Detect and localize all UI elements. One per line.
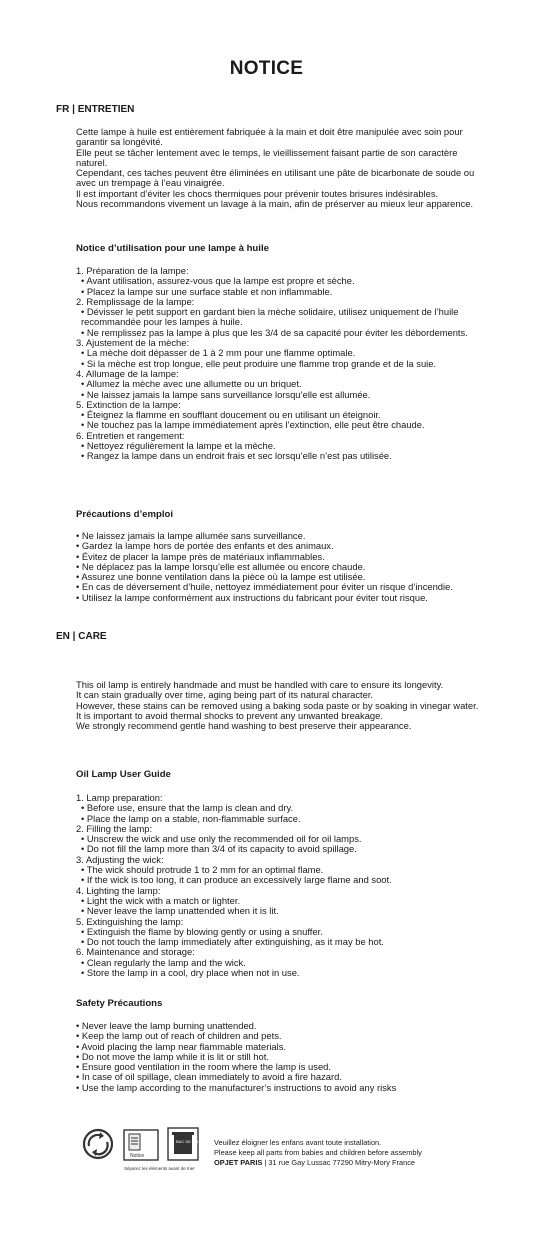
en-guide-item: 5. Extinguishing the lamp: xyxy=(76,915,184,927)
fr-precaution-item: • Ne déplacez pas la lampe lorsqu’elle est allumée ou encore chaude. xyxy=(76,560,366,572)
en-guide-list xyxy=(76,793,486,978)
fr-guide-item: • Rangez la lampe dans un endroit frais et sec lorsqu’elle n’est pas utilisée. xyxy=(81,450,392,462)
fr-precautions-list xyxy=(76,531,486,603)
footer-line-en: Please keep all parts from babies and children before assembly xyxy=(214,1148,422,1157)
fr-guide-item: 3. Ajustement de la mèche: xyxy=(76,337,190,349)
fr-intro xyxy=(76,127,486,209)
fr-lang-code: FR xyxy=(56,104,70,115)
recycling-bin-icon xyxy=(168,1128,198,1160)
en-precaution-item: • Avoid placing the lamp near flammable materials. xyxy=(76,1040,286,1052)
en-guide-item: • Unscrew the wick and use only the recommended oil for oil lamps. xyxy=(81,833,362,845)
en-guide-item: • Light the wick with a match or lighter. xyxy=(81,894,241,906)
en-guide-item: • The wick should protrude 1 to 2 mm for an optimal flame. xyxy=(81,864,324,876)
fr-guide-item: 1. Préparation de la lampe: xyxy=(76,265,189,276)
fr-guide-item: • Ne laissez jamais la lampe sans surveillance lorsqu’elle est allumée. xyxy=(81,388,371,400)
en-intro-line: However, these stains can be removed using a baking soda paste or by soaking in vinegar water. xyxy=(76,699,479,711)
fr-guide-item: • Allumez la mèche avec une allumette ou un briquet. xyxy=(81,378,302,390)
footer-line-fr: Veuillez éloigner les enfans avant toute installation. xyxy=(214,1138,382,1147)
en-guide-item: 4. Lighting the lamp: xyxy=(76,884,161,896)
fr-precaution-item: • Gardez la lampe hors de portée des enfants et des animaux. xyxy=(76,540,334,552)
fr-intro-line: Cette lampe à huile est entièrement fabriquée à la main et doit être manipulée avec soin pour garantir sa longévité. xyxy=(76,126,463,148)
fr-precaution-item: • Évitez de placer la lampe près de matériaux inflammables. xyxy=(76,550,325,562)
en-section-title: CARE xyxy=(78,631,107,642)
logo-caption: Séparez les éléments avant de trier xyxy=(124,1166,195,1171)
fr-guide-item: • Ne touchez pas la lampe immédiatement après l’extinction, elle peut être chaude. xyxy=(81,419,425,431)
triman-recycle-icon xyxy=(84,1130,112,1158)
fr-section-title: ENTRETIEN xyxy=(77,104,135,115)
en-intro-line: We strongly recommend gentle hand washing to best preserve their appearance. xyxy=(76,720,412,732)
fr-guide-item: • Éteignez la flamme en soufflant doucement ou en utilisant un éteignoir. xyxy=(81,409,381,421)
fr-guide-item: • Avant utilisation, assurez-vous que la lampe est propre et sèche. xyxy=(81,275,355,287)
en-guide-item: 6. Maintenance and storage: xyxy=(76,946,195,958)
en-guide-item: • Place the lamp on a stable, non-flammable surface. xyxy=(81,812,301,824)
fr-precaution-item: • En cas de déversement d’huile, nettoyez immédiatement pour éviter un risque d’incendie. xyxy=(76,581,453,593)
fr-guide-item: 5. Extinction de la lampe: xyxy=(76,398,181,410)
fr-guide-item: 6. Entretien et rangement: xyxy=(76,429,185,441)
fr-guide-item: • Placez la lampe sur une surface stable et non inflammable. xyxy=(81,285,333,297)
en-precaution-item: • In case of oil spillage, clean immediately to avoid a fire hazard. xyxy=(76,1071,342,1083)
en-guide-item: • Never leave the lamp unattended when it is lit. xyxy=(81,905,279,917)
en-guide-item: 1. Lamp preparation: xyxy=(76,792,163,803)
en-lang-code: EN xyxy=(56,631,70,642)
fr-guide-item: 2. Remplissage de la lampe: xyxy=(76,295,195,307)
en-section-header: EN | CARE xyxy=(56,631,107,642)
fr-guide-item: • Dévisser le petit support en gardant bien la mèche solidaire, utilisez uniquement de l’huile recommandée pour les lampes à huile. xyxy=(81,306,459,328)
en-precautions-list xyxy=(76,1021,486,1093)
footer-text xyxy=(214,1138,422,1168)
en-guide-item: • Extinguish the flame by blowing gently or using a snuffer. xyxy=(81,925,323,937)
en-intro-line: It is important to avoid thermal shocks to prevent any unwanted breakage. xyxy=(76,709,383,721)
en-intro-line: It can stain gradually over time, aging being part of its natural character. xyxy=(76,689,374,701)
en-intro xyxy=(76,680,486,731)
en-guide-title: Oil Lamp User Guide xyxy=(76,769,171,780)
fr-intro-line: Elle peut se tâcher lentement avec le temps, le vieillissement faisant partie de son caractère naturel. xyxy=(76,146,458,168)
fr-guide-item: • Ne remplissez pas la lampe à plus que les 3/4 de sa capacité pour éviter les débordements. xyxy=(81,326,468,338)
fr-precautions-title: Précautions d’emploi xyxy=(76,509,174,520)
fr-guide-title: Notice d’utilisation pour une lampe à huile xyxy=(76,243,269,254)
fr-intro-line: Cependant, ces taches peuvent être éliminées en utilisant une pâte de bicarbonate de soude ou avec un trempage à l’eau vinaigrée. xyxy=(76,167,475,189)
en-precaution-item: • Use the lamp according to the manufacturer’s instructions to avoid any risks xyxy=(76,1081,397,1093)
en-guide-item: • Store the lamp in a cool, dry place when not in use. xyxy=(81,967,300,979)
en-guide-item: • Before use, ensure that the lamp is clean and dry. xyxy=(81,802,294,814)
en-precaution-item: • Keep the lamp out of reach of children and pets. xyxy=(76,1030,282,1042)
fr-guide-list xyxy=(76,266,486,462)
fr-guide-item: • La mèche doit dépasser de 1 à 2 mm pour une flamme optimale. xyxy=(81,347,356,359)
fr-intro-line: Il est important d’éviter les chocs thermiques pour prévenir toutes brisures indésirables. xyxy=(76,187,439,199)
en-intro-line: This oil lamp is entirely handmade and must be handled with care to ensure its longevity. xyxy=(76,679,444,690)
page-title: NOTICE xyxy=(229,58,304,79)
en-guide-item: • If the wick is too long, it can produce an excessively large flame and soot. xyxy=(81,874,392,886)
en-guide-item: • Clean regularly the lamp and the wick. xyxy=(81,956,246,968)
bin-logo-label: BAC DE TRI xyxy=(176,1139,199,1144)
en-precaution-item: • Ensure good ventilation in the room where the lamp is used. xyxy=(76,1061,331,1073)
fr-guide-item: 4. Allumage de la lampe: xyxy=(76,367,179,379)
footer-address xyxy=(214,1158,422,1168)
fr-intro-line: Nous recommandons vivement un lavage à la main, afin de préserver au mieux leur apparence. xyxy=(76,198,474,210)
en-guide-item: • Do not touch the lamp immediately after extinguishing, as it may be hot. xyxy=(81,936,384,948)
fr-guide-item: • Nettoyez régulièrement la lampe et la mèche. xyxy=(81,440,276,452)
fr-precaution-item: • Ne laissez jamais la lampe allumée sans surveillance. xyxy=(76,530,306,541)
fr-precaution-item: • Utilisez la lampe conformément aux instructions du fabricant pour éviter tout risque. xyxy=(76,591,428,603)
en-guide-item: 3. Adjusting the wick: xyxy=(76,853,164,865)
fr-guide-item: • Si la mèche est trop longue, elle peut produire une flamme trop grande et de la suie. xyxy=(81,357,437,369)
en-precaution-item: • Never leave the lamp burning unattended. xyxy=(76,1020,257,1031)
footer-address-text: | 31 rue Gay Lussac 77290 Mitry-Mory France xyxy=(262,1158,415,1167)
notice-paper-icon xyxy=(124,1130,158,1160)
fr-section-header: FR | ENTRETIEN xyxy=(56,104,135,115)
fr-precaution-item: • Assurez une bonne ventilation dans la pièce où la lampe est utilisée. xyxy=(76,571,366,583)
en-guide-item: • Do not fill the lamp more than 3/4 of its capacity to avoid spillage. xyxy=(81,843,357,855)
en-precautions-title: Safety Précautions xyxy=(76,998,163,1009)
en-guide-item: 2. Filling the lamp: xyxy=(76,822,153,834)
footer-brand: OPJET PARIS xyxy=(214,1158,263,1167)
en-precaution-item: • Do not move the lamp while it is lit or still hot. xyxy=(76,1050,269,1062)
notice-logo-label: Notice xyxy=(130,1153,145,1159)
